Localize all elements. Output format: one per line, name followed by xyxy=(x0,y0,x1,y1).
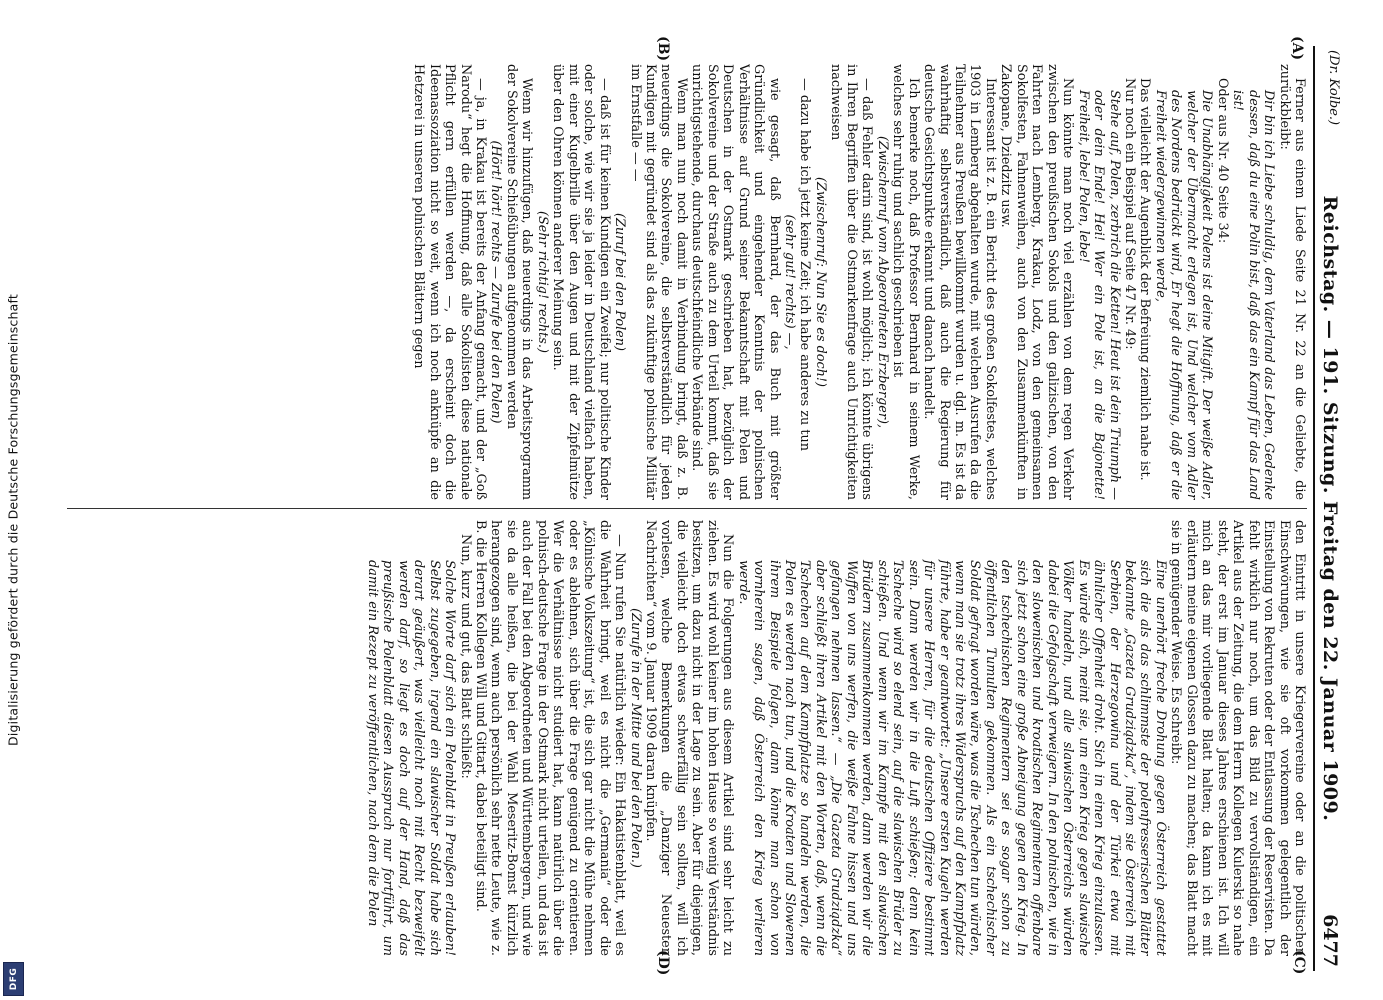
stage-direction: (sehr gut! rechts) —, xyxy=(782,214,798,350)
paragraph: Solche Worte darf sich ein Polenblatt in Preußen erlauben! Selbst zugegeben, irgend ein slawischer Soldat habe sich derart geäußert, was vielleicht noch mit Recht bezweifelt werden darf, so liegt es doch auf der Hand, daß das preußische Polenblatt diesen Ausspruch nur fortführt, um damit ein Rezept zu veröffentlichen, nach dem die Polen xyxy=(364,560,458,956)
sidebar xyxy=(0,0,26,1000)
dfg-logo xyxy=(3,962,24,996)
stage-direction: (Zurufe in der Mitte und bei den Polen.) xyxy=(627,608,643,868)
paragraph: Das vielleicht der Augenblick der Befreiung ziemlich nahe ist. xyxy=(1137,78,1153,481)
stage-direction: (Zwischenruf vom Abgeordneten Erzberger), xyxy=(874,135,890,429)
document-page xyxy=(36,30,1371,985)
stage-direction: (Zuruf bei den Polen) xyxy=(612,213,628,351)
paragraph: Ich bemerke noch, daß Professor Bernhard in seinem Werke, welches sehr ruhig und sachlich geschrieben ist xyxy=(890,64,921,500)
column-right xyxy=(62,520,1307,956)
stage-direction: (Sehr richtig! rechts.) xyxy=(534,211,550,353)
paragraph: Ferner aus einem Liede Seite 21 Nr. 22 an die Geliebte, die zurückbleibt: xyxy=(1276,64,1307,500)
paragraph: — Nun rufen Sie natürlich wieder: Ein Hakatistenblatt, weil es die Wahrheit bringt, weil es nicht die „Germania“ oder die „Kölnische Volkszeitung“ ist, die sich gar nicht die Mühe nehmen oder es ablehnen, sich über die Frage genügend zu orientieren. Wer die Verhältnisse nicht studiert hat, kann natürlich über die polnisch-deutsche Frage in der Ostmark nicht urteilen, und das ist auch der Fall bei den Abgeordneten und Württembergern, und wie sie da alle heißen, die bei der Wahl Meseritz-Bomst kürzlich herangezogen sind, wenn auch persönlich sehr nette Leute, wie z. B. die Herren Kollegen Will und Gittart, dabei beteiligt sind. xyxy=(472,520,628,956)
column-marker-a: (A) xyxy=(1289,36,1305,61)
page-title: Reichstag. — 191. Sitzung. Freitag den 22. Januar 1909. xyxy=(1319,195,1341,822)
paragraph: — dazu habe ich jetzt keine Zeit; ich habe anderes zu tun xyxy=(797,78,813,451)
paragraph: Nun, kurz und gut, das Blatt schließt: xyxy=(457,534,473,779)
paragraph: Nur noch ein Beispiel auf Seite 47 Nr. 49: xyxy=(1122,78,1138,350)
paragraph: — daß Fehler darin sind, ist wohl möglich; ich könnte übrigens in Ihren Begriffen über die Ostmarkenfrage auch Unrichtigkeiten nachweisen xyxy=(828,64,875,500)
paragraph: Stehe auf, Polen, zerbrich die Ketten! Heut ist dein Triumph — oder dein Ende! Hei! Wer ein Pole ist, an die Bajonette! Freiheit, lebe! Polen, lebe! xyxy=(1075,90,1122,500)
column-divider xyxy=(67,508,1307,509)
stage-direction: (Zwischenruf: Nun Sie es doch!) xyxy=(812,176,828,388)
funding-notice: Digitalisierung gefördert durch die Deutsche Forschungsgemeinschaft xyxy=(5,294,21,746)
stage-direction: (Hört! hört! rechts — Zurufe bei den Polen) xyxy=(488,140,504,424)
paragraph: Nun könnte man noch viel erzählen von dem regen Verkehr zwischen den preußischen Sokols und den galizischen, von den Fahrten nach Lemberg, Krakau, Lodz, von den gemeinsamen Sokolfesten, Fahnenweihen, auch von den Zusammenkünften in Zakopane, Dziedzitz usw. xyxy=(998,64,1076,500)
paragraph: Dir bin ich Liebe schuldig, dem Vaterland das Leben, Gedenke dessen, daß du eine Polin bist, daß das ein Kampf für das Land ist! xyxy=(1230,90,1277,500)
paragraph: Interessant ist z. B. ein Bericht des großen Sokolfestes, welches 1903 in Lemberg abgehalten wurde, mit welchen Ausrufen da die Teilnehmer aus Preußen bewillkommt wurden u. dgl. m. Es ist da wahrhaftig selbstverständlich, daß auch die Regierung für deutsche Gesichtspunkte erkannt und danach handelt. xyxy=(921,64,998,500)
paragraph: Eine unerhört freche Drohung gegen Österreich gestattet sich die als das schlimmste der polenfresserischen Blätter bekannte „Gazeta Grudziądzka“, indem sie Österreich mit Serbien, der Herzegowina und der Türkei etwa mit ähnlicher Offenheit droht. Sich in einen Krieg einzulassen. Es würde sich, meint sie, um einen Krieg gegen slawische Völker handeln, und alle slawischen Österreichs würden dabei die Gefolgschaft verweigern. In den polnischen, wie in den slowenischen und kroatischen Regimentern offenbare sich jetzt schon eine große Abneigung gegen den Krieg. In den tschechischen Regimentern sei es sogar schon zu öffentlichen Tumulten gekommen. Als ein tschechischer Soldat gefragt worden wäre, was die Tschechen tun würden, wenn man sie trotz ihres Widerspruchs auf den Kampfplatz führte, habe er geantwortet: „Unsere ersten Kugeln werden für unsere Herren, für die deutschen Offiziere bestimmt sein. Dann werden wir in die Luft schießen; denn kein Tscheche wird so elend sein, auf die slawischen Brüder zu schießen. Und wenn wir im Kampfe mit den slawischen Brüdern zusammenkommen werden, dann werden wir die Waffen von uns werfen, die weiße Fahne hissen und uns gefangen nehmen lassen.“ — „Die Gazeta Grudziądzka“ aber schließt ihren Artikel mit den Worten, daß, wenn die Tschechen auf dem Kampfplatze so handeln werden, die Polen es werden nach tun, und die Kroaten und Slowenen ihrem Beispiele folgen, dann könne man schon von vornherein sagen, daß Österreich den Krieg verlieren werde. xyxy=(735,560,1168,956)
paragraph: — ja, in Krakau ist bereits der Anfang gemacht, und der „Goß Narodu“ hegt die Hoffnung, daß alle Sokolisten diese nationale Pflicht gern erfüllen werden —, da erscheint doch die Ideenassoziation nicht so weit, wenn ich noch anknüpfe an die Hetzerei in unseren polnischen Blättern gegen xyxy=(411,64,488,500)
paragraph: wie gesagt, daß Bernhard, der das Buch mit größter Gründlichkeit und eingehender Kenntnis der polnischen Verhältnisse auf Grund seiner Bekanntschaft mit Polen und Deutschen in der Ostmark geschrieben hat, bezüglich der Sokolvereine und der Straße auch zu dem Urteil kommt, daß sie unrichtigstehende, durchaus deutschfeindliche Verbände sind. xyxy=(689,64,782,500)
column-marker-b: (B) xyxy=(655,36,671,62)
column-marker-c: (C) xyxy=(1291,950,1307,975)
page-number: 6477 xyxy=(1319,914,1341,967)
paragraph: Die Unabhängigkeit Polens ist deine Mitgift. Der weiße Adler, welcher der Übermacht erlegen ist, Und welcher vom Adler des Nordens bedrückt wird, Er hegt die Hoffnung, daß er die Freiheit wiedergewinnen werde, xyxy=(1152,90,1215,500)
paragraph: — daß ist für keinen Kundigen ein Zweifel; nur politische Kinder oder solche, wie wir sie ja leider in Deutschland vielfach haben, mit einer Kugelbrille über den Augen und mit der Zipfelmütze über den Ohren können anderer Meinung sein. xyxy=(550,64,612,500)
paragraph: Wenn man nun noch damit in Verbindung bringt, daß z. B. neuerdings die Sokolvereine, die selbstverständlich für jeden Kundigen mit gegründet sind als das zukünftige polnische Militär im Ernstfalle — — xyxy=(627,64,689,500)
scanned-page-area xyxy=(36,30,1371,985)
column-left xyxy=(62,64,1307,500)
column-marker-d: (D) xyxy=(655,950,671,976)
paragraph: den Eintritt in unsere Kriegervereine oder an die politischen Einschwörungen, wie sie oft vorkommen gelegentlich der Einstellung von Rekruten oder der Entlassung der Reservisten. Da fehlt wirklich nur noch, um das Bild zu vervollständigen, ein Artikel aus der Zeitung, die dem Herrn Kollegen Kulerski so nahe steht, der erst im Januar dieses Jahres erschienen ist. Ich will mich an das mir vorliegende Blatt halten; da kann ich es mit erläutern meine eigenen Glossen dazu zu machen; das Blatt macht sie in genügender Weise. Es schreibt: xyxy=(1168,520,1307,956)
paragraph: Wenn wir hinzufügen, daß neuerdings in das Arbeitsprogramm der Sokolvereine Schießübungen aufgenommen werden xyxy=(503,64,535,500)
page-header xyxy=(1313,46,1345,971)
paragraph: Oder aus Nr. 40 Seite 34: xyxy=(1214,78,1230,244)
dfg-logo-text: DFG xyxy=(8,967,19,991)
paragraph: Nun die Folgerungen aus diesem Artikel sind sehr leicht zu ziehen. Es wird wohl keiner im hohen Hause so wenig Verständnis besitzen, um dazu nicht in der Lage zu sein. Aber für diejenigen, die vielleicht doch etwas schwerfällig sein sollten, will ich vorlesen, welche Bemerkungen die „Danziger Neuesten Nachrichten“ vom 9. Januar 1909 daran knüpfen. xyxy=(642,520,736,956)
speaker-label: (Dr. Kolbe.) xyxy=(1326,50,1341,126)
